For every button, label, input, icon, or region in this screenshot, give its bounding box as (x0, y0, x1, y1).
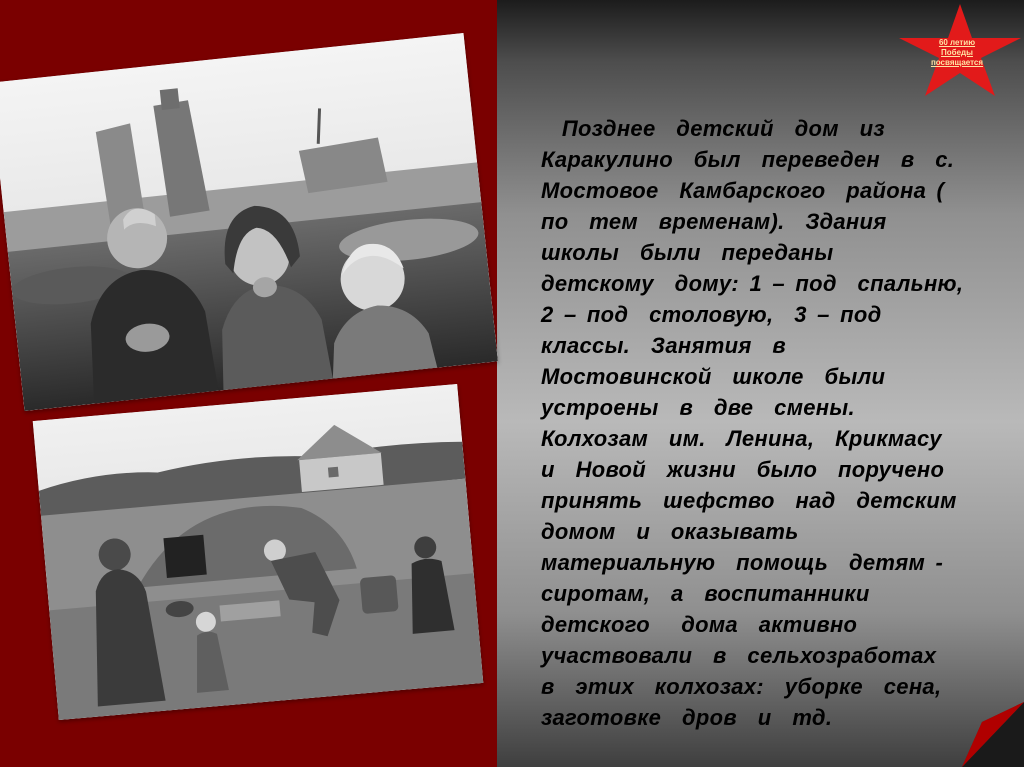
text-line: материальную помощь детям - (541, 550, 944, 575)
star-badge-line: 60 летию (938, 38, 976, 47)
text-line: школы были переданы (541, 240, 834, 265)
photo-children-ruins-image (0, 33, 498, 411)
star-badge-text[interactable] (924, 38, 990, 68)
text-line: сиротам, а воспитанники (541, 581, 870, 606)
text-line: и Новой жизни было поручено (541, 457, 945, 482)
text-line: Каракулино был переведен в с. (541, 147, 955, 172)
photo-children-ruins (0, 33, 498, 411)
text-line: в этих колхозах: уборке сена, (541, 674, 942, 699)
text-line: классы. Занятия в (541, 333, 786, 358)
star-badge-line: Победы (941, 48, 973, 57)
text-line: принять шефство над детским (541, 488, 957, 513)
text-line: по тем временам). Здания (541, 209, 887, 234)
text-line: детского дома активно (541, 612, 858, 637)
photo-dugout-village (33, 384, 484, 720)
text-line: устроены в две смены. (541, 395, 855, 420)
star-badge-line: посвящается (930, 58, 984, 67)
text-line: домом и оказывать (541, 519, 799, 544)
text-line: Колхозам им. Ленина, Крикмасу (541, 426, 942, 451)
photo-dugout-village-image (33, 384, 484, 720)
text-line: Мостовое Камбарского района ( (541, 178, 945, 203)
text-line: Позднее детский дом из (541, 116, 885, 141)
text-line: 2 – под столовую, 3 – под (541, 302, 882, 327)
text-line: детскому дому: 1 – под спальню, (541, 271, 964, 296)
text-line: заготовке дров и тд. (541, 705, 833, 730)
text-line: участвовали в сельхозработах (541, 643, 937, 668)
main-text-block (541, 113, 1001, 733)
text-line: Мостовинской школе были (541, 364, 886, 389)
page-curl-icon[interactable] (962, 702, 1024, 767)
